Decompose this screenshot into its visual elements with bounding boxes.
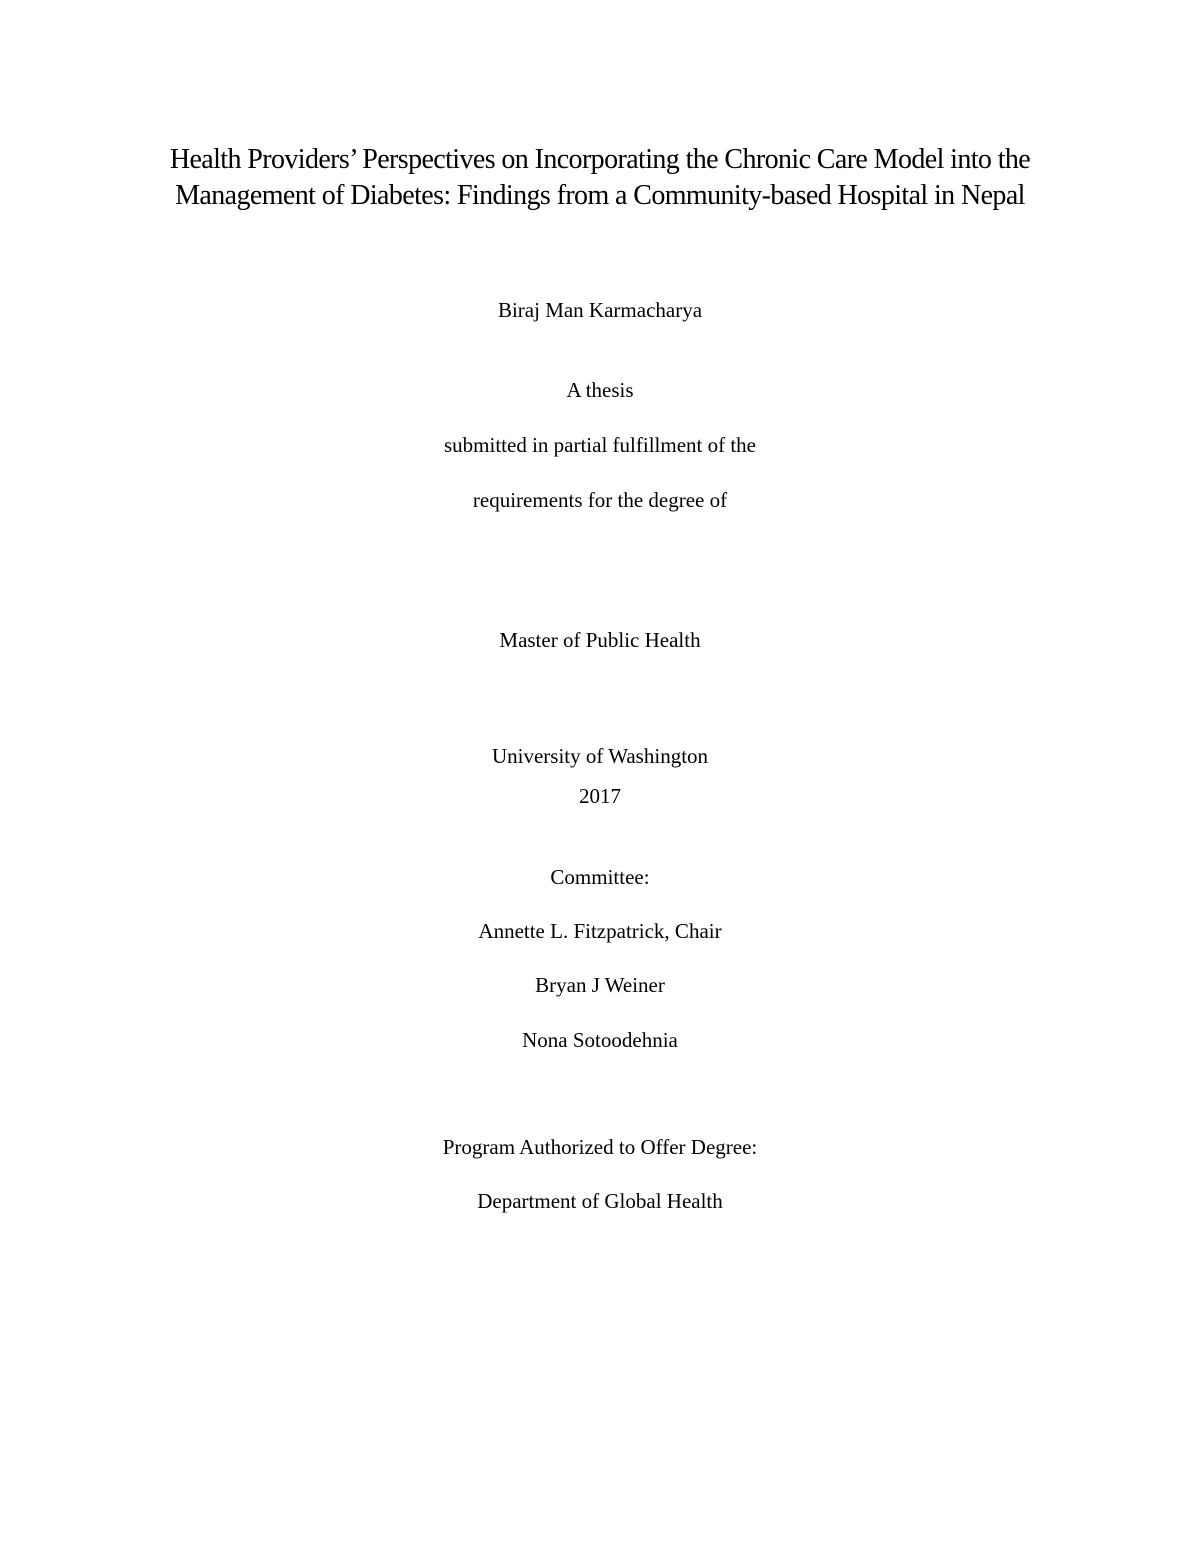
thesis-title-line-1: Health Providers’ Perspectives on Incorporating the Chronic Care Model into the (169, 144, 1031, 175)
thesis-statement-line-2: submitted in partial fulfillment of the (443, 433, 757, 457)
department-name: Department of Global Health (477, 1189, 723, 1213)
institution-name: University of Washington (491, 744, 709, 768)
thesis-statement-line-1: A thesis (566, 378, 634, 402)
committee-member: Bryan J Weiner (535, 973, 665, 997)
committee-heading: Committee: (550, 865, 650, 889)
program-heading: Program Authorized to Offer Degree: (442, 1135, 758, 1159)
thesis-statement-line-3: requirements for the degree of (472, 488, 728, 512)
thesis-title-line-2: Management of Diabetes: Findings from a Community-based Hospital in Nepal (175, 180, 1025, 211)
author-name: Biraj Man Karmacharya (497, 298, 703, 322)
year: 2017 (579, 784, 621, 808)
committee-member: Annette L. Fitzpatrick, Chair (478, 919, 722, 943)
degree-name: Master of Public Health (499, 628, 701, 652)
committee-member: Nona Sotoodehnia (522, 1028, 678, 1052)
